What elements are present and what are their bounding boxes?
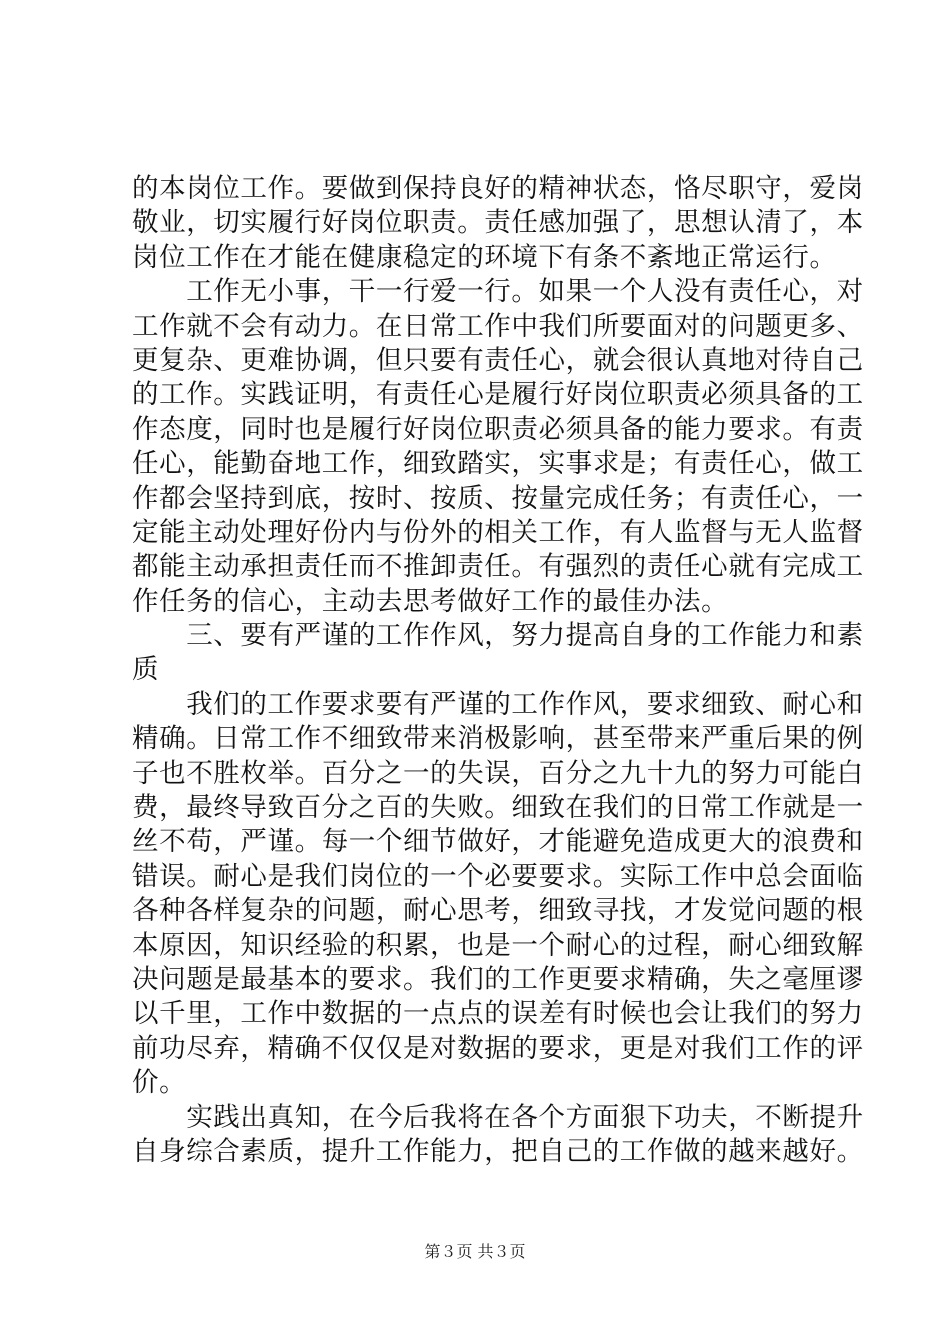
text-line: 自身综合素质，提升工作能力，把自己的工作做的越来越好。 [132,1135,864,1167]
text-line: 前功尽弃，精确不仅仅是对数据的要求，更是对我们工作的评 [132,1032,864,1064]
text-line: 丝不苟，严谨。每一个细节做好，才能避免造成更大的浪费和 [132,826,864,858]
text-line: 子也不胜枚举。百分之一的失误，百分之九十九的努力可能白 [132,757,864,789]
text-line: 更复杂、更难协调，但只要有责任心，就会很认真地对待自己 [132,344,864,376]
text-line: 作态度，同时也是履行好岗位职责必须具备的能力要求。有责 [132,413,864,445]
text-line: 作任务的信心，主动去思考做好工作的最佳办法。 [132,585,729,617]
text-line: 错误。耐心是我们岗位的一个必要要求。实际工作中总会面临 [132,860,864,892]
text-line: 费，最终导致百分之百的失败。细致在我们的日常工作就是一 [132,792,864,824]
text-line: 定能主动处理好份内与份外的相关工作，有人监督与无人监督 [132,516,864,548]
section-heading: 三、要有严谨的工作作风，努力提高自身的工作能力和素 [132,620,864,652]
text-line: 决问题是最基本的要求。我们的工作更要求精确，失之毫厘谬 [132,963,864,995]
text-line: 实践出真知，在今后我将在各个方面狠下功夫，不断提升 [132,1101,864,1133]
text-line: 都能主动承担责任而不推卸责任。有强烈的责任心就有完成工 [132,551,864,583]
text-line: 精确。日常工作不细致带来消极影响，甚至带来严重后果的例 [132,723,864,755]
text-line: 工作就不会有动力。在日常工作中我们所要面对的问题更多、 [132,310,864,342]
text-line: 我们的工作要求要有严谨的工作作风，要求细致、耐心和 [132,688,864,720]
text-line: 的本岗位工作。要做到保持良好的精神状态，恪尽职守，爱岗 [132,173,864,204]
text-line: 岗位工作在才能在健康稳定的环境下有条不紊地正常运行。 [132,241,837,273]
text-line: 敬业，切实履行好岗位职责。责任感加强了，思想认清了，本 [132,207,864,239]
document-body [132,172,864,1169]
text-line: 任心，能勤奋地工作，细致踏实，实事求是；有责任心，做工 [132,448,864,480]
text-line: 价。 [132,1067,187,1099]
section-heading: 质 [132,654,160,686]
page-number-footer: 第３页 共３页 [424,1242,526,1261]
text-line: 作都会坚持到底，按时、按质、按量完成任务；有责任心，一 [132,482,864,514]
text-line: 的工作。实践证明，有责任心是履行好岗位职责必须具备的工 [132,379,864,411]
text-line: 各种各样复杂的问题，耐心思考，细致寻找，才发觉问题的根 [132,895,864,927]
text-line: 以千里，工作中数据的一点点的误差有时候也会让我们的努力 [132,998,864,1030]
text-line: 工作无小事，干一行爱一行。如果一个人没有责任心，对 [132,276,864,308]
text-line: 本原因，知识经验的积累，也是一个耐心的过程，耐心细致解 [132,929,864,961]
